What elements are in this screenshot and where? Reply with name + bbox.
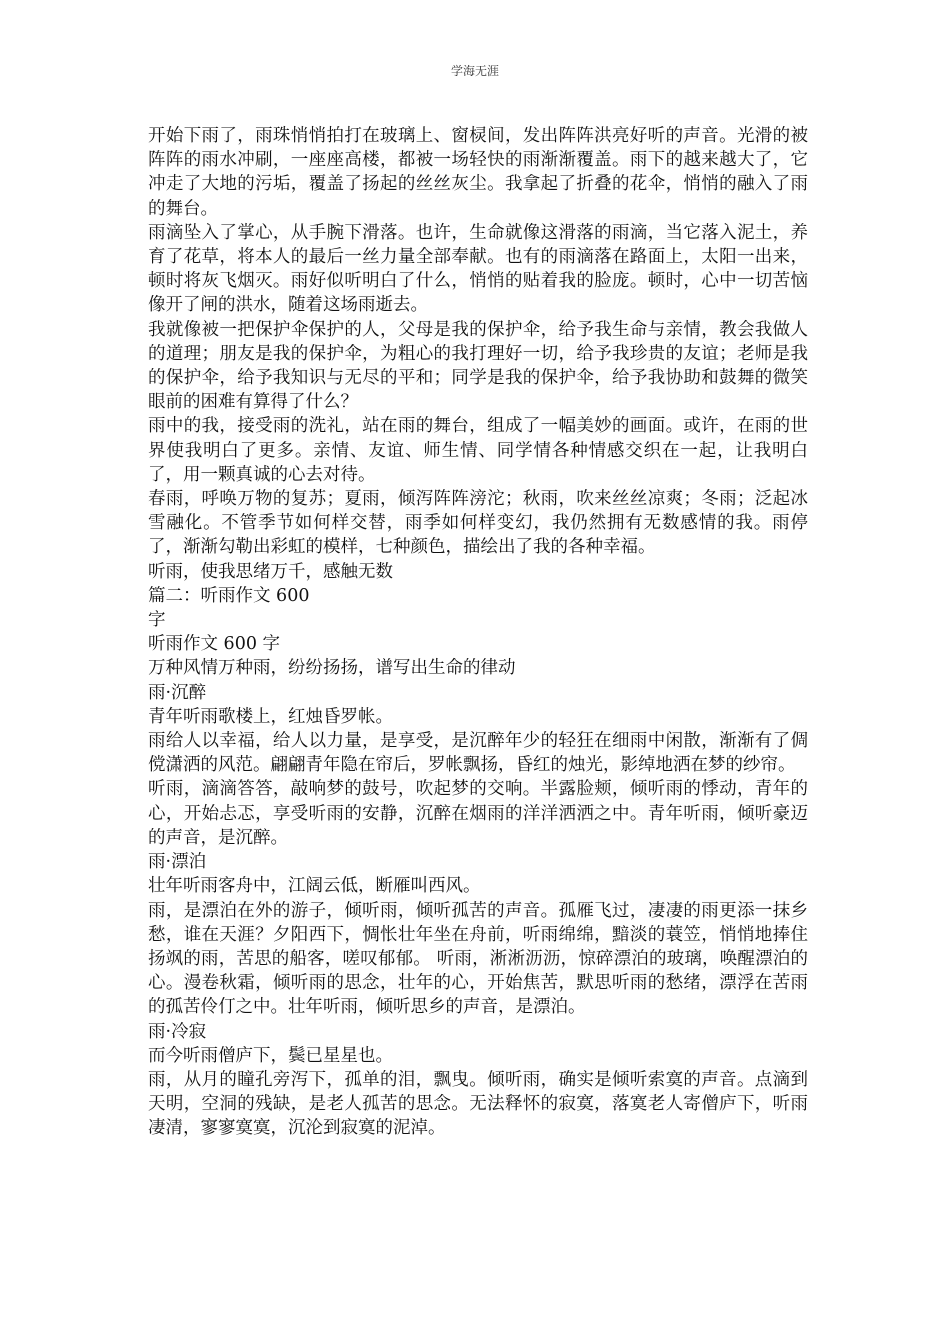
page-header: 学海无涯 [450,64,499,78]
subheading: 雨·沉醉 [148,682,207,703]
paragraph: 雨，从月的瞳孔旁泻下，孤单的泪，飘曳。倾听雨，确实是倾听索寞的声音。点滴到天明，空洞的残缺，是老人孤苦的思念。无法释怀的寂寞，落寞老人寄僧庐下，听雨凄清，寥寥寞寞，沉沦到寂寞的泥淖。 [148,1069,808,1139]
paragraph: 开始下雨了，雨珠悄悄拍打在玻璃上、窗棂间，发出阵阵洪亮好听的声音。光滑的被阵阵的雨水冲刷，一座座高楼，都被一场轻快的雨渐渐覆盖。雨下的越来越大了，它冲走了大地的污垢，覆盖了扬起的丝丝灰尘。我拿起了折叠的花伞，悄悄的融入了雨的舞台。 [148,126,808,219]
quote-line: 而今听雨僧庐下，鬓已星星也。 [148,1045,393,1066]
paragraph: 雨，是漂泊在外的游子，倾听雨，倾听孤苦的声音。孤雁飞过，凄凄的雨更添一抹乡愁，谁在天涯？夕阳西下，惆怅壮年坐在舟前，听雨绵绵，黯淡的蓑笠，悄悄地捧住扬飒的雨，苦思的船客，嗟叹郁郁。 听雨，淅淅沥沥，惊碎漂泊的玻璃，唤醒漂泊的心。漫卷秋霜，倾听雨的思念，壮年的心，开始焦苦，默思听雨的愁绪，漂浮在苦雨的孤苦伶仃之中。壮年听雨，倾听思乡的声音，是漂泊。 [148,900,808,1018]
section-title: 篇二：听雨作文 600 [148,585,310,606]
subheading: 雨·漂泊 [148,852,207,873]
section-title-continued: 字 [148,610,166,631]
subheading: 雨·冷寂 [148,1021,207,1042]
paragraph: 雨中的我，接受雨的洗礼，站在雨的舞台，组成了一幅美妙的画面。或许，在雨的世界使我明白了更多。亲情、友谊、师生情、同学情各种情感交织在一起，让我明白了，用一颗真诚的心去对待。 [148,416,808,485]
paragraph: 雨给人以幸福，给人以力量，是享受，是沉醉年少的轻狂在细雨中闲散，渐渐有了倜傥潇洒的风范。翩翩青年隐在帘后，罗帐飘扬，昏红的烛光，影绰地洒在梦的纱帘。 [148,731,808,776]
paragraph: 我就像被一把保护伞保护的人，父母是我的保护伞，给予我生命与亲情，教会我做人的道理；朋友是我的保护伞，为粗心的我打理好一切，给予我珍贵的友谊；老师是我的保护伞，给予我知识与无尽的平和；同学是我的保护伞，给予我协助和鼓舞的微笑眼前的困难有算得了什么？ [148,319,808,413]
essay-title: 听雨作文 600 字 [148,634,281,655]
quote-line: 青年听雨歌楼上，红烛昏罗帐。 [148,706,393,727]
document-body [148,124,808,1141]
quote-line: 壮年听雨客舟中，江阔云低，断雁叫西风。 [148,876,481,897]
paragraph: 听雨，使我思绪万千，感触无数 [148,561,393,582]
paragraph: 听雨，滴滴答答，敲响梦的鼓号，吹起梦的交响。半露脸颊，倾听雨的悸动，青年的心，开始忐忑，享受听雨的安静，沉醉在烟雨的洋洋洒洒之中。青年听雨，倾听豪迈的声音，是沉醉。 [148,779,808,848]
paragraph: 万种风情万种雨，纷纷扬扬，谱写出生命的律动 [148,658,516,679]
paragraph: 春雨，呼唤万物的复苏；夏雨，倾泻阵阵滂沱；秋雨，吹来丝丝凉爽；冬雨；泛起冰雪融化。不管季节如何样交替，雨季如何样变幻，我仍然拥有无数感情的我。雨停了，渐渐勾勒出彩虹的模样，七种颜色，描绘出了我的各种幸福。 [148,489,808,558]
paragraph: 雨滴坠入了掌心，从手腕下滑落。也许，生命就像这滑落的雨滴，当它落入泥土，养育了花草，将本人的最后一丝力量全部奉献。也有的雨滴落在路面上，太阳一出来，顿时将灰飞烟灭。雨好似听明白了什么，悄悄的贴着我的脸庞。顿时，心中一切苦恼像开了闸的洪水，随着这场雨逝去。 [148,222,808,316]
